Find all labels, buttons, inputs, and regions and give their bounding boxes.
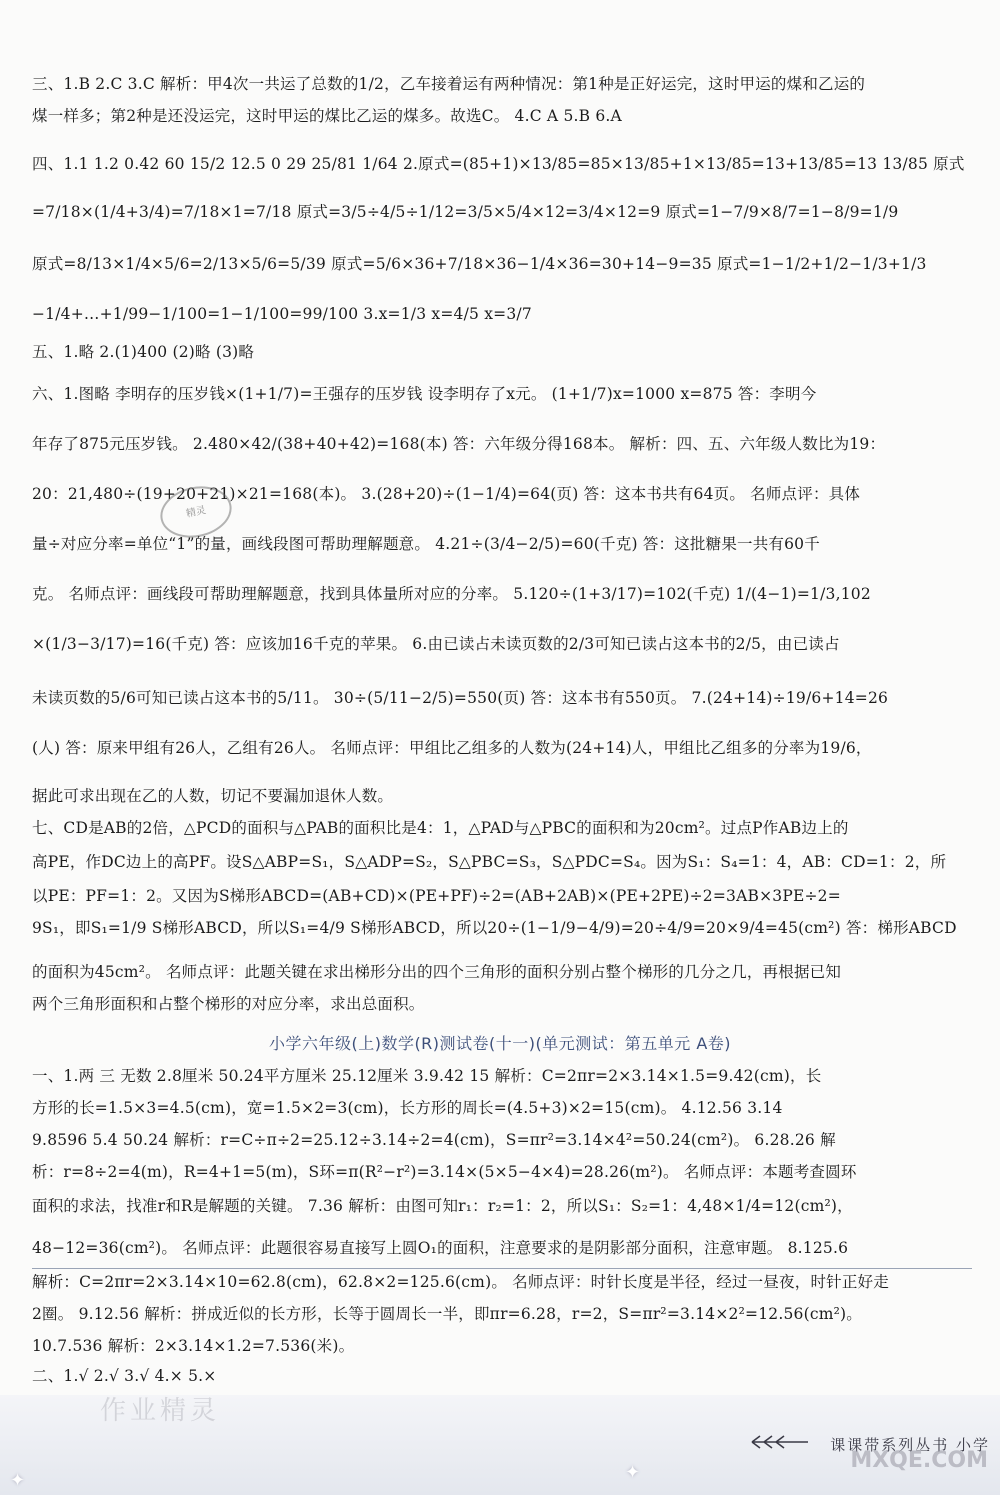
text-line: 面积的求法，找准r和R是解题的关键。 7.36 解析：由图可知r₁：r₂=1：2，所以S₁：S₂=1：4,48×1/4=12(cm²)， (32, 1197, 853, 1215)
text-line: ×(1/3−3/17)=16(千克) 答：应该加16千克的苹果。 6.由已读占未读页数的2/3可知已读占这本书的2/5，由已读占 (32, 635, 840, 653)
text-line: 原式=8/13×1/4×5/6=2/13×5/6=5/39 原式=5/6×36+7/18×36−1/4×36=30+14−9=35 原式=1−1/2+1/2−1/3+1/3 (32, 255, 927, 273)
text-line: 析：r=8÷2=4(m)，R=4+1=5(m)，S环=π(R²−r²)=3.14×(5×5−4×4)=28.26(m²)。 名师点评：本题考查圆环 (32, 1163, 857, 1181)
text-line: 高PE，作DC边上的高PF。设S△ABP=S₁，S△ADP=S₂，S△PBC=S₃，S△PDC=S₄。因为S₁：S₄=1：4，AB：CD=1：2，所 (32, 853, 947, 871)
text-line: 七、CD是AB的2倍，△PCD的面积与△PAB的面积比是4：1，△PAD与△PBC的面积和为20cm²。过点P作AB边上的 (32, 819, 849, 837)
text-line: 10.7.536 解析：2×3.14×1.2=7.536(米)。 (32, 1337, 355, 1355)
section-title: 小学六年级(上)数学(R)测试卷(十一)(单元测试：第五单元 A卷) (268, 1034, 732, 1053)
text-line: 据此可求出现在乙的人数，切记不要漏加退休人数。 (32, 787, 394, 805)
series-footer: 课课带系列丛书 小学 (830, 1436, 990, 1454)
text-line: 未读页数的5/6可知已读占这本书的5/11。 30÷(5/11−2/5)=550(页) 答：这本书有550页。 7.(24+14)÷19/6+14=26 (32, 689, 889, 707)
text-line: (人) 答：原来甲组有26人，乙组有26人。 名师点评：甲组比乙组多的人数为(24+14)人，甲组比乙组多的分率为19/6， (32, 739, 872, 757)
text-line: 9.8596 5.4 50.24 解析：r=C÷π÷2=25.12÷3.14÷2=4(cm)，S=πr²=3.14×4²=50.24(cm²)。 6.28.26 解 (32, 1131, 836, 1149)
text-line: 方形的长=1.5×3=4.5(cm)，宽=1.5×2=3(cm)，长方形的周长=(4.5+3)×2=15(cm)。 4.12.56 3.14 (32, 1099, 783, 1117)
text-line: 20：21,480÷(19+20+21)×21=168(本)。 3.(28+20)÷(1−1/4)=64(页) 答：这本书共有64页。 名师点评：具体 (32, 485, 861, 503)
arrow-icon (750, 1432, 810, 1452)
corner-watermark: MXQE.COM (850, 1448, 988, 1473)
watermark-text: 作业精灵 (100, 1396, 221, 1426)
text-line: 二、1.√ 2.√ 3.√ 4.× 5.× (32, 1367, 217, 1385)
text-line: =7/18×(1/4+3/4)=7/18×1=7/18 原式=3/5÷4/5÷1/12=3/5×5/4×12=3/4×12=9 原式=1−7/9×8/7=1−8/9=1/9 (32, 203, 899, 221)
ink-stamp: 精灵 (156, 480, 237, 544)
text-line: 克。 名师点评：画线段可帮助理解题意，找到具体量所对应的分率。 5.120÷(1+3/17)=102(千克) 1/(4−1)=1/3,102 (32, 585, 871, 603)
text-line: 年存了875元压岁钱。 2.480×42/(38+40+42)=168(本) 答：六年级分得168本。 解析：四、五、六年级人数比为19： (32, 435, 886, 453)
text-line: −1/4+…+1/99−1/100=1−1/100=99/100 3.x=1/3 x=4/5 x=3/7 (32, 305, 532, 323)
text-line: 9S₁，即S₁=1/9 S梯形ABCD，所以S₁=4/9 S梯形ABCD，所以20÷(1−1/9−4/9)=20÷4/9=20×9/4=45(cm²) 答：梯形ABCD (32, 919, 957, 937)
text-line: 三、1.B 2.C 3.C 解析：甲4次一共运了总数的1/2，乙车接着运有两种情况：第1种是正好运完，这时甲运的煤和乙运的 (32, 75, 866, 93)
text-line: 48−12=36(cm²)。 名师点评：此题很容易直接写上圆O₁的面积，注意要求的是阴影部分面积，注意审题。 8.125.6 (32, 1239, 849, 1257)
text-line: 的面积为45cm²。 名师点评：此题关键在求出梯形分出的四个三角形的面积分别占整个梯形的几分之几，再根据已知 (32, 963, 842, 981)
text-line: 六、1.图略 李明存的压岁钱×(1+1/7)=王强存的压岁钱 设李明存了x元。 (1+1/7)x=1000 x=875 答：李明今 (32, 385, 817, 403)
text-line: 两个三角形面积和占整个梯形的对应分率，求出总面积。 (32, 995, 425, 1013)
text-line: 四、1.1 1.2 0.42 60 15/2 12.5 0 29 25/81 1/64 2.原式=(85+1)×13/85=85×13/85+1×13/85=13+13/85=13 13/85 原式 (32, 155, 965, 173)
text-line: 五、1.略 2.(1)400 (2)略 (3)略 (32, 343, 255, 361)
text-line: 一、1.两 三 无数 2.8厘米 50.24平方厘米 25.12厘米 3.9.42 15 解析：C=2πr=2×3.14×1.5=9.42(cm)，长 (32, 1067, 822, 1085)
text-line: 解析：C=2πr=2×3.14×10=62.8(cm)，62.8×2=125.6(cm)。 名师点评：时针长度是半径，经过一昼夜，时针正好走 (32, 1273, 889, 1291)
divider (32, 1268, 972, 1269)
sparkle-icon: ✦ (625, 1462, 641, 1483)
text-line: 煤一样多；第2种是还没运完，这时甲运的煤比乙运的煤多。故选C。 4.C A 5.B 6.A (32, 107, 622, 125)
text-line: 以PE：PF=1：2。又因为S梯形ABCD=(AB+CD)×(PE+PF)÷2=(AB+2AB)×(PE+2PE)÷2=3AB×3PE÷2= (32, 887, 841, 905)
text-line: 2圈。 9.12.56 解析：拼成近似的长方形，长等于圆周长一半，即πr=6.28，r=2，S=πr²=3.14×2²=12.56(cm²)。 (32, 1305, 862, 1323)
sparkle-icon: ✦ (10, 1470, 26, 1491)
text-line: 量÷对应分率=单位“1”的量，画线段图可帮助理解题意。 4.21÷(3/4−2/5)=60(千克) 答：这批糖果一共有60千 (32, 535, 820, 553)
